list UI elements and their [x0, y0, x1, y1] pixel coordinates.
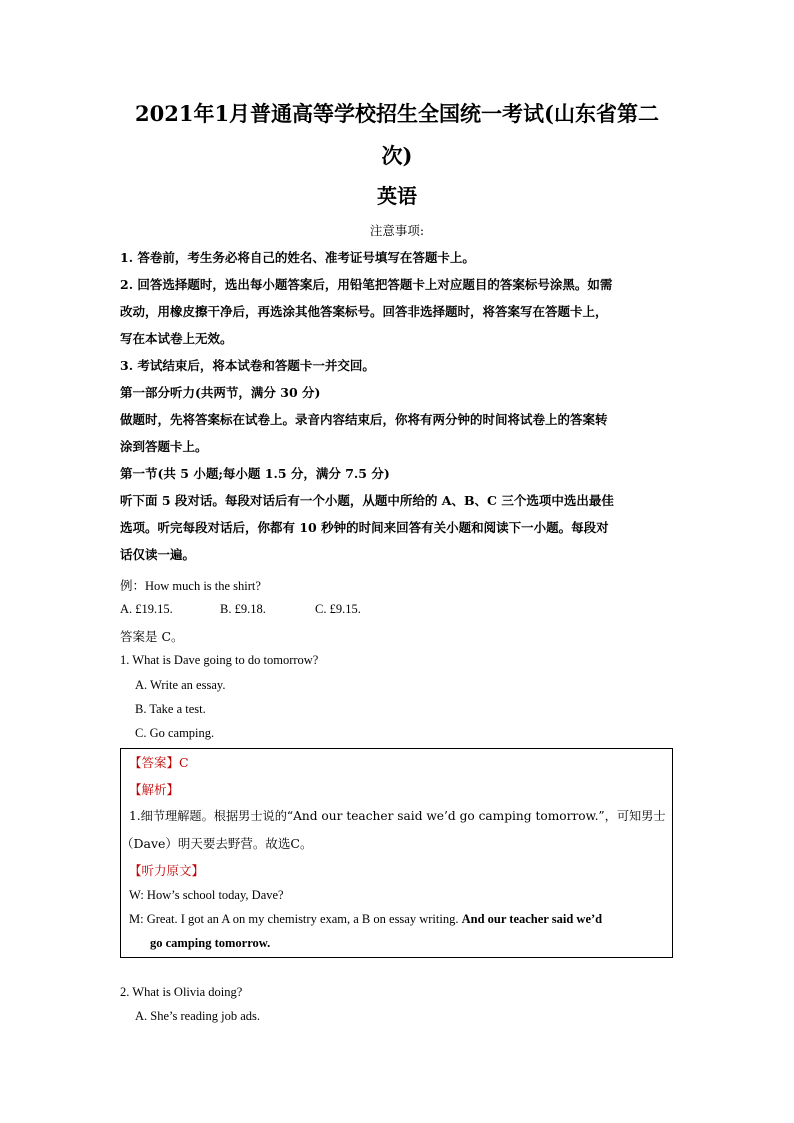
part1-heading: 第一部分听力(共两节，满分 30 分) [120, 385, 321, 400]
q1-question: 1. What is Dave going to do tomorrow? [120, 653, 319, 667]
answer-value: C [179, 755, 189, 770]
example-option-b: B. £9.18. [220, 602, 266, 616]
notice-item-2-cont2: 写在本试卷上无效。 [120, 331, 233, 346]
example-question: 例：How much is the shirt? [120, 579, 261, 593]
transcript-w-line: W: How’s school today, Dave? [129, 888, 284, 902]
transcript-m-line [129, 912, 602, 927]
notice-heading: 注意事项: [369, 223, 425, 238]
q2-option-a: A. She’s reading job ads. [135, 1009, 260, 1023]
q1-option-c: C. Go camping. [135, 726, 215, 740]
example-option-a: A. £19.15. [120, 602, 173, 616]
transcript-m-line2: go camping tomorrow. [150, 936, 271, 950]
section1-instructions-line2: 选项。听完每段对话后，你都有 10 秒钟的时间来回答有关小题和阅读下一小题。每段对 [120, 520, 609, 535]
part1-intro-line2: 涂到答题卡上。 [120, 439, 208, 454]
notice-item-1: 1. 答卷前，考生务必将自己的姓名、准考证号填写在答题卡上。 [120, 250, 475, 265]
section1-instructions-line3: 话仅读一遍。 [120, 547, 196, 562]
transcript-m-bold: And our teacher said we’d [461, 912, 603, 926]
analysis-line2: （Dave）明天要去野营。故选C。 [121, 836, 313, 851]
exam-title-line2: 次) [381, 143, 413, 168]
answer-label: 【答案】 [129, 755, 180, 770]
q1-answer-box [120, 748, 673, 958]
subject-title: 英语 [377, 184, 417, 208]
section1-heading: 第一节(共 5 小题;每小题 1.5 分，满分 7.5 分) [120, 466, 390, 481]
analysis-line1: 1.细节理解题。根据男士说的“And our teacher said we’d go camping tomorrow.”，可知男士 [129, 809, 666, 823]
section1-instructions-line1: 听下面 5 段对话。每段对话后有一个小题，从题中所给的 A、B、C 三个选项中选出最佳 [120, 493, 614, 508]
q1-answer-row [129, 753, 189, 771]
example-answer: 答案是 C。 [120, 629, 184, 644]
notice-item-3: 3. 考试结束后，将本试卷和答题卡一并交回。 [120, 358, 375, 373]
q1-option-a: A. Write an essay. [135, 678, 226, 692]
example-option-c: C. £9.15. [315, 602, 361, 616]
transcript-label: 【听力原文】 [129, 863, 205, 878]
part1-intro-line1: 做题时，先将答案标在试卷上。录音内容结束后，你将有两分钟的时间将试卷上的答案转 [120, 412, 608, 427]
notice-item-2-cont: 改动，用橡皮擦干净后，再选涂其他答案标号。回答非选择题时，将答案写在答题卡上， [120, 304, 608, 319]
transcript-m-text: M: Great. I got an A on my chemistry exam, a B on essay writing. [129, 912, 462, 926]
notice-item-2: 2. 回答选择题时，选出每小题答案后，用铅笔把答题卡上对应题目的答案标号涂黑。如需 [120, 277, 613, 292]
analysis-label: 【解析】 [129, 782, 180, 797]
q2-question: 2. What is Olivia doing? [120, 985, 243, 999]
q1-option-b: B. Take a test. [135, 702, 206, 716]
exam-title-line1: 2021年1月普通高等学校招生全国统一考试(山东省第二 [135, 101, 659, 126]
